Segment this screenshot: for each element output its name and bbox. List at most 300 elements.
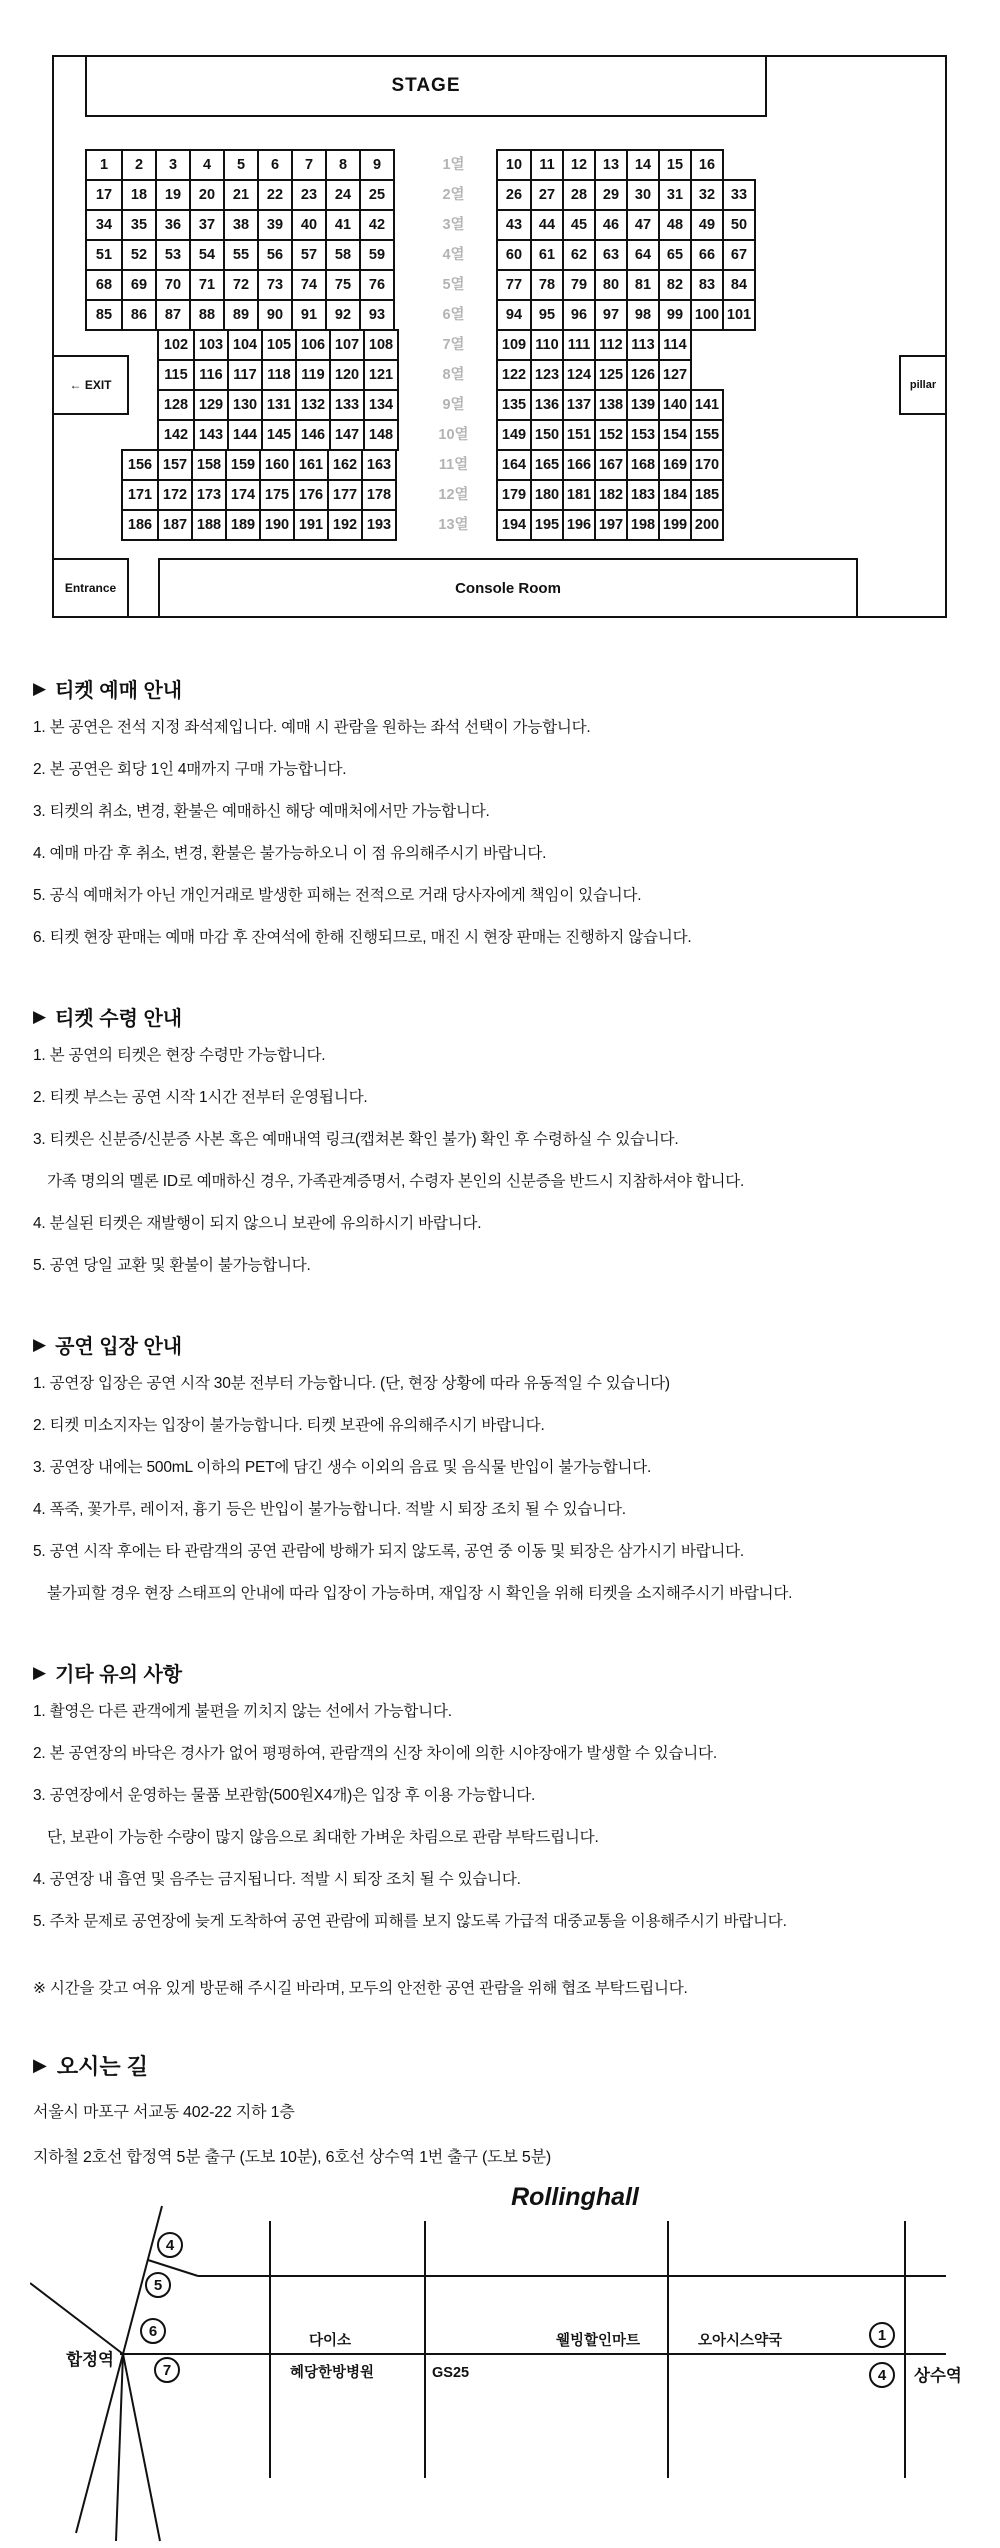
section-marker-icon: ▶ xyxy=(33,2055,47,2075)
seat-43: 43 xyxy=(505,217,523,233)
seat-1: 1 xyxy=(99,157,109,173)
seat-21: 21 xyxy=(223,181,257,209)
seat-139: 139 xyxy=(626,391,658,419)
section-title xyxy=(33,1330,970,1359)
seat-27: 27 xyxy=(530,181,562,209)
seat-57: 57 xyxy=(291,241,325,269)
seat-176: 176 xyxy=(293,481,327,509)
seat-142: 142 xyxy=(163,427,189,443)
seat-156: 156 xyxy=(127,457,153,473)
seat-91: 91 xyxy=(291,301,325,329)
seat-28: 28 xyxy=(562,181,594,209)
seat-7: 7 xyxy=(291,151,325,179)
seat-143: 143 xyxy=(193,421,227,449)
seat-100: 100 xyxy=(690,301,722,329)
map-label-hapjeong-station: 합정역 xyxy=(66,2351,114,2369)
seat-97: 97 xyxy=(594,301,626,329)
seat-113: 113 xyxy=(626,331,658,359)
map-label-gs25: GS25 xyxy=(432,2365,470,2381)
seat-93: 93 xyxy=(359,301,393,329)
seat-172: 172 xyxy=(157,481,191,509)
seat-37: 37 xyxy=(189,211,223,239)
seat-161: 161 xyxy=(293,451,327,479)
seat-182: 182 xyxy=(594,481,626,509)
seat-row-block xyxy=(496,209,756,241)
seat-row-block xyxy=(85,269,395,301)
section-item: 2. 본 공연은 회당 1인 4매까지 구매 가능합니다. xyxy=(33,761,347,778)
seat-82: 82 xyxy=(658,271,690,299)
seat-194: 194 xyxy=(501,517,527,533)
seat-44: 44 xyxy=(530,211,562,239)
seat-13: 13 xyxy=(594,151,626,179)
entrance-label: Entrance xyxy=(64,581,117,595)
row-label-10: 10열 xyxy=(438,427,469,443)
seat-14: 14 xyxy=(626,151,658,179)
seat-196: 196 xyxy=(562,511,594,539)
seat-185: 185 xyxy=(690,481,722,509)
seat-166: 166 xyxy=(562,451,594,479)
seat-8: 8 xyxy=(325,151,359,179)
seat-95: 95 xyxy=(530,301,562,329)
seat-35: 35 xyxy=(121,211,155,239)
pillar-label: pillar xyxy=(909,379,937,391)
seat-34: 34 xyxy=(95,217,113,233)
map-label-daiso: 다이소 xyxy=(308,2333,352,2349)
seat-191: 191 xyxy=(293,511,327,539)
seat-55: 55 xyxy=(223,241,257,269)
seat-99: 99 xyxy=(658,301,690,329)
seat-58: 58 xyxy=(325,241,359,269)
seat-96: 96 xyxy=(562,301,594,329)
exit-number-4-hapjeong: 4 xyxy=(165,2237,175,2254)
map-label-oasis-pharmacy: 오아시스약국 xyxy=(698,2333,783,2349)
seat-190: 190 xyxy=(259,511,293,539)
seat-199: 199 xyxy=(658,511,690,539)
seat-80: 80 xyxy=(594,271,626,299)
seat-62: 62 xyxy=(562,241,594,269)
road-branch-right xyxy=(123,2354,160,2541)
section-item: 2. 티켓 부스는 공연 시작 1시간 전부터 운영됩니다. xyxy=(33,1089,368,1106)
seat-5: 5 xyxy=(223,151,257,179)
seat-175: 175 xyxy=(259,481,293,509)
seat-174: 174 xyxy=(225,481,259,509)
seat-144: 144 xyxy=(227,421,261,449)
seat-row-block xyxy=(496,479,724,511)
seat-41: 41 xyxy=(325,211,359,239)
section-item: 1. 공연장 입장은 공연 시작 30분 전부터 가능합니다. (단, 현장 상황에 따라 유동적일 수 있습니다) xyxy=(33,1375,670,1392)
seat-53: 53 xyxy=(155,241,189,269)
seat-row-block xyxy=(121,479,397,511)
section-item: 6. 티켓 현장 판매는 예매 마감 후 잔여석에 한해 진행되므로, 매진 시 현장 판매는 진행하지 않습니다. xyxy=(33,929,692,946)
seat-136: 136 xyxy=(530,391,562,419)
road-branch-mid xyxy=(116,2354,123,2541)
seat-98: 98 xyxy=(626,301,658,329)
seat-132: 132 xyxy=(295,391,329,419)
seat-row-block xyxy=(496,269,756,301)
seat-25: 25 xyxy=(359,181,393,209)
seat-33: 33 xyxy=(722,181,754,209)
seat-row-block xyxy=(496,449,724,481)
seat-103: 103 xyxy=(193,331,227,359)
seat-4: 4 xyxy=(189,151,223,179)
seat-152: 152 xyxy=(594,421,626,449)
seat-row-block xyxy=(121,509,397,541)
seat-117: 117 xyxy=(227,361,261,389)
seat-121: 121 xyxy=(363,361,397,389)
exit-number-7-hapjeong: 7 xyxy=(162,2362,172,2379)
page xyxy=(0,55,1000,2548)
section-item: 3. 공연장에서 운영하는 물품 보관함(500원X4개)은 입장 후 이용 가능합니다. xyxy=(33,1787,536,1804)
row-label-12: 12열 xyxy=(438,487,469,503)
section-item: 3. 티켓은 신분증/신분증 사본 혹은 예매내역 링크(캡쳐본 확인 불가) 확인 후 수령하실 수 있습니다. xyxy=(33,1131,679,1148)
seat-6: 6 xyxy=(257,151,291,179)
seat-row-block xyxy=(85,299,395,331)
seat-row-block xyxy=(121,449,397,481)
stage-box xyxy=(85,55,767,117)
seat-200: 200 xyxy=(690,511,722,539)
seat-24: 24 xyxy=(325,181,359,209)
exit-number-6-hapjeong: 6 xyxy=(148,2323,158,2340)
seat-189: 189 xyxy=(225,511,259,539)
seat-36: 36 xyxy=(155,211,189,239)
seat-39: 39 xyxy=(257,211,291,239)
directions-title-label: 오시는 길 xyxy=(56,2054,148,2079)
seat-118: 118 xyxy=(261,361,295,389)
seat-112: 112 xyxy=(594,331,626,359)
seat-32: 32 xyxy=(690,181,722,209)
console-room-box xyxy=(158,558,858,618)
seat-180: 180 xyxy=(530,481,562,509)
section-item: 단, 보관이 가능한 수량이 많지 않음으로 최대한 가벼운 차림으로 관람 부탁드립니다. xyxy=(47,1829,599,1846)
map-label-hyedang-hospital: 혜당한방병원 xyxy=(289,2365,375,2381)
seat-26: 26 xyxy=(505,187,523,203)
seat-187: 187 xyxy=(157,511,191,539)
seat-164: 164 xyxy=(501,457,527,473)
seat-193: 193 xyxy=(361,511,395,539)
seat-154: 154 xyxy=(658,421,690,449)
row-label-9: 9열 xyxy=(442,397,465,413)
section-title-label: 공연 입장 안내 xyxy=(55,1336,183,1358)
seat-2: 2 xyxy=(121,151,155,179)
section-item: 4. 폭죽, 꽃가루, 레이저, 흉기 등은 반입이 불가능합니다. 적발 시 퇴장 조치 될 수 있습니다. xyxy=(33,1501,626,1518)
seat-198: 198 xyxy=(626,511,658,539)
section-title-label: 티켓 수령 안내 xyxy=(55,1008,183,1030)
seat-row-block xyxy=(496,389,724,421)
seat-71: 71 xyxy=(189,271,223,299)
seat-149: 149 xyxy=(501,427,527,443)
section-item: 4. 예매 마감 후 취소, 변경, 환불은 불가능하오니 이 점 유의해주시기 바랍니다. xyxy=(33,845,547,862)
section-item: 불가피할 경우 현장 스태프의 안내에 따라 입장이 가능하며, 재입장 시 확인을 위해 티켓을 소지해주시기 바랍니다. xyxy=(47,1585,793,1602)
seat-167: 167 xyxy=(594,451,626,479)
seat-109: 109 xyxy=(501,337,527,353)
seat-153: 153 xyxy=(626,421,658,449)
console-room-label: Console Room xyxy=(455,579,561,597)
seat-84: 84 xyxy=(722,271,754,299)
seat-162: 162 xyxy=(327,451,361,479)
seat-135: 135 xyxy=(501,397,527,413)
row-label-5: 5열 xyxy=(442,277,465,293)
seat-125: 125 xyxy=(594,361,626,389)
venue-map xyxy=(30,2173,970,2548)
row-label-1: 1열 xyxy=(442,157,465,173)
seat-92: 92 xyxy=(325,301,359,329)
seat-89: 89 xyxy=(223,301,257,329)
road-upper-left-diagonal xyxy=(30,2283,123,2354)
section-item: 5. 공연 시작 후에는 타 관람객의 공연 관람에 방해가 되지 않도록, 공연 중 이동 및 퇴장은 삼가시기 바랍니다. xyxy=(33,1543,745,1560)
seat-row-block xyxy=(157,329,399,361)
seat-158: 158 xyxy=(191,451,225,479)
section-title xyxy=(33,1658,970,1687)
seat-85: 85 xyxy=(95,307,113,323)
seat-163: 163 xyxy=(361,451,395,479)
seat-126: 126 xyxy=(626,361,658,389)
seat-157: 157 xyxy=(157,451,191,479)
seat-195: 195 xyxy=(530,511,562,539)
seatmap xyxy=(52,55,947,618)
address-text: 서울시 마포구 서교동 402-22 지하 1층 xyxy=(33,2104,295,2121)
seat-row-block xyxy=(85,239,395,271)
seat-104: 104 xyxy=(227,331,261,359)
seat-106: 106 xyxy=(295,331,329,359)
section-marker-icon: ▶ xyxy=(33,1662,47,1682)
seat-151: 151 xyxy=(562,421,594,449)
row-label-13: 13열 xyxy=(438,517,469,533)
section-title xyxy=(33,674,970,703)
section-marker-icon: ▶ xyxy=(33,678,47,698)
seat-159: 159 xyxy=(225,451,259,479)
seat-181: 181 xyxy=(562,481,594,509)
seat-row-block xyxy=(85,209,395,241)
section-marker-icon: ▶ xyxy=(33,1334,47,1354)
seat-188: 188 xyxy=(191,511,225,539)
seat-31: 31 xyxy=(658,181,690,209)
seat-row-block xyxy=(157,419,399,451)
notice-text: ※ 시간을 갖고 여유 있게 방문해 주시길 바라며, 모두의 안전한 공연 관람을 위해 협조 부탁드립니다. xyxy=(33,1980,688,1997)
seat-105: 105 xyxy=(261,331,295,359)
seat-141: 141 xyxy=(690,391,722,419)
stage-label: STAGE xyxy=(391,75,461,96)
seat-148: 148 xyxy=(363,421,397,449)
seat-131: 131 xyxy=(261,391,295,419)
row-label-8: 8열 xyxy=(442,367,465,383)
seat-88: 88 xyxy=(189,301,223,329)
seat-50: 50 xyxy=(722,211,754,239)
seat-116: 116 xyxy=(193,361,227,389)
road-branch-left xyxy=(76,2354,123,2533)
seat-120: 120 xyxy=(329,361,363,389)
seat-19: 19 xyxy=(155,181,189,209)
seat-30: 30 xyxy=(626,181,658,209)
seat-63: 63 xyxy=(594,241,626,269)
seat-127: 127 xyxy=(658,361,690,389)
seat-row-block xyxy=(496,299,756,331)
seat-72: 72 xyxy=(223,271,257,299)
seat-173: 173 xyxy=(191,481,225,509)
section-title-label: 티켓 예매 안내 xyxy=(55,680,183,702)
seat-165: 165 xyxy=(530,451,562,479)
seat-86: 86 xyxy=(121,301,155,329)
seat-row-block xyxy=(496,239,756,271)
row-label-7: 7열 xyxy=(442,337,465,353)
row-label-2: 2열 xyxy=(442,187,465,203)
seat-137: 137 xyxy=(562,391,594,419)
seat-77: 77 xyxy=(505,277,523,293)
seat-row-block xyxy=(496,509,724,541)
seat-23: 23 xyxy=(291,181,325,209)
section-item: 가족 명의의 멜론 ID로 예매하신 경우, 가족관계증명서, 수령자 본인의 신분증을 반드시 지참하셔야 합니다. xyxy=(47,1173,745,1190)
section-item: 3. 공연장 내에는 500mL 이하의 PET에 담긴 생수 이외의 음료 및 음식물 반입이 불가능합니다. xyxy=(33,1459,652,1476)
seat-184: 184 xyxy=(658,481,690,509)
seat-192: 192 xyxy=(327,511,361,539)
seat-101: 101 xyxy=(722,301,754,329)
seat-147: 147 xyxy=(329,421,363,449)
seat-177: 177 xyxy=(327,481,361,509)
section-item: 2. 티켓 미소지자는 입장이 불가능합니다. 티켓 보관에 유의해주시기 바랍니다. xyxy=(33,1417,545,1434)
seat-128: 128 xyxy=(163,397,189,413)
seat-123: 123 xyxy=(530,361,562,389)
seat-67: 67 xyxy=(722,241,754,269)
section-item: 1. 본 공연의 티켓은 현장 수령만 가능합니다. xyxy=(33,1047,326,1064)
seat-108: 108 xyxy=(363,331,397,359)
seat-178: 178 xyxy=(361,481,395,509)
seat-76: 76 xyxy=(359,271,393,299)
seat-row-block xyxy=(496,359,692,391)
seat-47: 47 xyxy=(626,211,658,239)
seat-54: 54 xyxy=(189,241,223,269)
info-content xyxy=(0,674,1000,2167)
seat-45: 45 xyxy=(562,211,594,239)
seat-row-block xyxy=(496,419,724,451)
section-item: 3. 티켓의 취소, 변경, 환불은 예매하신 해당 예매처에서만 가능합니다. xyxy=(33,803,490,820)
seat-3: 3 xyxy=(155,151,189,179)
seat-129: 129 xyxy=(193,391,227,419)
seat-60: 60 xyxy=(505,247,523,263)
seat-66: 66 xyxy=(690,241,722,269)
section-item: 5. 공연 당일 교환 및 환불이 불가능합니다. xyxy=(33,1257,311,1274)
seat-146: 146 xyxy=(295,421,329,449)
seat-114: 114 xyxy=(658,331,690,359)
map-label-sangsu-station: 상수역 xyxy=(914,2367,962,2385)
seat-83: 83 xyxy=(690,271,722,299)
seat-9: 9 xyxy=(359,151,393,179)
seat-row-block xyxy=(157,359,399,391)
seat-140: 140 xyxy=(658,391,690,419)
seat-168: 168 xyxy=(626,451,658,479)
seat-133: 133 xyxy=(329,391,363,419)
seat-20: 20 xyxy=(189,181,223,209)
pillar-box xyxy=(899,355,947,415)
exit-number-4-sangsu: 4 xyxy=(877,2367,887,2384)
seat-row-block xyxy=(496,149,724,181)
seat-51: 51 xyxy=(95,247,113,263)
seat-107: 107 xyxy=(329,331,363,359)
seat-160: 160 xyxy=(259,451,293,479)
seat-124: 124 xyxy=(562,361,594,389)
seat-52: 52 xyxy=(121,241,155,269)
seat-48: 48 xyxy=(658,211,690,239)
seat-row-block xyxy=(496,179,756,211)
section-item: 4. 공연장 내 흡연 및 음주는 금지됩니다. 적발 시 퇴장 조치 될 수 있습니다. xyxy=(33,1871,521,1888)
transit-text: 지하철 2호선 합정역 5분 출구 (도보 10분), 6호선 상수역 1번 출구 (도보 5분) xyxy=(33,2149,551,2166)
section-item: 4. 분실된 티켓은 재발행이 되지 않으니 보관에 유의하시기 바랍니다. xyxy=(33,1215,482,1232)
section-title xyxy=(33,1002,970,1031)
seat-65: 65 xyxy=(658,241,690,269)
seat-183: 183 xyxy=(626,481,658,509)
row-label-11: 11열 xyxy=(438,457,469,473)
seat-46: 46 xyxy=(594,211,626,239)
seat-81: 81 xyxy=(626,271,658,299)
seat-16: 16 xyxy=(690,151,722,179)
seat-150: 150 xyxy=(530,421,562,449)
seat-29: 29 xyxy=(594,181,626,209)
seat-42: 42 xyxy=(359,211,393,239)
exit-box xyxy=(52,355,129,415)
seat-145: 145 xyxy=(261,421,295,449)
row-label-4: 4열 xyxy=(442,247,465,263)
seat-138: 138 xyxy=(594,391,626,419)
section-item: 5. 공식 예매처가 아닌 개인거래로 발생한 피해는 전적으로 거래 당사자에게 책임이 있습니다. xyxy=(33,887,642,904)
seat-78: 78 xyxy=(530,271,562,299)
seat-102: 102 xyxy=(163,337,189,353)
seat-59: 59 xyxy=(359,241,393,269)
section-item: 2. 본 공연장의 바닥은 경사가 없어 평평하여, 관람객의 신장 차이에 의한 시야장애가 발생할 수 있습니다. xyxy=(33,1745,717,1762)
map-label-wellbeing-mart: 웰빙할인마트 xyxy=(555,2333,640,2349)
seat-49: 49 xyxy=(690,211,722,239)
seat-56: 56 xyxy=(257,241,291,269)
seat-10: 10 xyxy=(505,157,523,173)
section-title-label: 기타 유의 사항 xyxy=(55,1664,183,1686)
seat-61: 61 xyxy=(530,241,562,269)
seat-94: 94 xyxy=(505,307,523,323)
seat-69: 69 xyxy=(121,271,155,299)
seat-170: 170 xyxy=(690,451,722,479)
seat-134: 134 xyxy=(363,391,397,419)
seat-179: 179 xyxy=(501,487,527,503)
seat-64: 64 xyxy=(626,241,658,269)
seat-119: 119 xyxy=(295,361,329,389)
seat-110: 110 xyxy=(530,331,562,359)
seat-74: 74 xyxy=(291,271,325,299)
seat-22: 22 xyxy=(257,181,291,209)
seat-75: 75 xyxy=(325,271,359,299)
seat-11: 11 xyxy=(530,151,562,179)
section-item: 5. 주차 문제로 공연장에 늦게 도착하여 공연 관람에 피해를 보지 않도록 가급적 대중교통을 이용해주시기 바랍니다. xyxy=(33,1913,787,1930)
seat-122: 122 xyxy=(501,367,527,383)
seat-111: 111 xyxy=(562,331,594,359)
seat-40: 40 xyxy=(291,211,325,239)
seat-115: 115 xyxy=(164,367,188,383)
seat-15: 15 xyxy=(658,151,690,179)
seat-169: 169 xyxy=(658,451,690,479)
seat-row-block xyxy=(85,179,395,211)
seat-70: 70 xyxy=(155,271,189,299)
section-item: 1. 본 공연은 전석 지정 좌석제입니다. 예매 시 관람을 원하는 좌석 선택이 가능합니다. xyxy=(33,719,591,736)
section-marker-icon: ▶ xyxy=(33,1006,47,1026)
exit-number-5-hapjeong: 5 xyxy=(153,2277,163,2294)
seat-171: 171 xyxy=(127,487,153,503)
seat-186: 186 xyxy=(127,517,153,533)
directions-title xyxy=(33,2050,970,2081)
exit-label: ← EXIT xyxy=(69,378,112,392)
sections xyxy=(33,674,970,1930)
seat-row-block xyxy=(496,329,692,361)
seat-73: 73 xyxy=(257,271,291,299)
seat-38: 38 xyxy=(223,211,257,239)
section-item: 1. 촬영은 다른 관객에게 불편을 끼치지 않는 선에서 가능합니다. xyxy=(33,1703,452,1720)
seat-12: 12 xyxy=(562,151,594,179)
seat-155: 155 xyxy=(690,421,722,449)
seat-18: 18 xyxy=(121,181,155,209)
